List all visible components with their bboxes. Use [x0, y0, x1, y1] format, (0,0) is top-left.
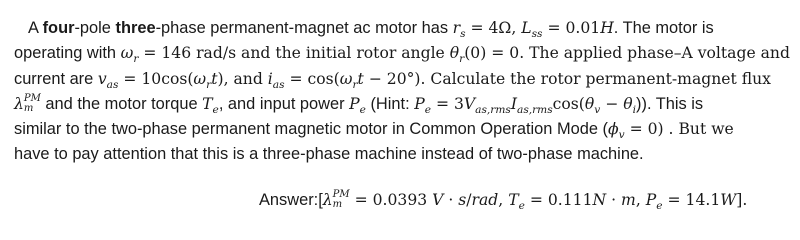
math-phi-v: $\phi_v$	[607, 120, 625, 142]
math: s	[458, 191, 467, 209]
math-omega-r: $\omega_rt$	[193, 69, 218, 91]
text: . The motor is	[613, 19, 714, 37]
math: = 0.0393	[349, 191, 433, 209]
text: = 0) . But we	[624, 120, 734, 139]
math: V	[432, 191, 444, 209]
answer-label: Answer:[	[259, 191, 323, 209]
text: )). This is	[636, 94, 704, 113]
math: cos(	[552, 94, 585, 113]
math: = 4Ω,	[465, 19, 522, 37]
answer-line	[259, 191, 747, 211]
text: and the motor torque	[40, 94, 203, 113]
math-te: $T_e$	[508, 191, 525, 213]
math: W	[720, 191, 737, 209]
math-lss: $L_{ss}$	[521, 19, 543, 41]
math-omega-r: $\omega_rt$	[339, 69, 364, 91]
math-vas-rms: $V_{as,rms}I_{as,rms}$	[463, 94, 553, 116]
problem-line-2	[14, 41, 794, 66]
text: operating with	[14, 44, 121, 63]
text: − 20°). Calculate the rotor permanent-magnet flux	[363, 69, 771, 88]
problem-line-1	[14, 16, 794, 41]
math: −	[600, 94, 624, 113]
math: ,	[498, 191, 509, 209]
math: = 10cos(	[118, 69, 194, 88]
math-te: $T_e$	[202, 94, 219, 116]
math: = 0.01	[542, 19, 601, 37]
text: , and input power	[218, 94, 350, 113]
math: = 146 rad/s and the initial rotor angle	[138, 44, 450, 63]
math-rs: $r_s$	[452, 19, 466, 41]
math-ias: $i_{as}$	[267, 69, 285, 91]
math-theta-i: $\theta_i$	[623, 94, 637, 116]
problem-line-3	[14, 67, 794, 92]
text: similar to the two-phase permanent magnetic motor in Common Operation Mode (	[14, 120, 608, 139]
text: current are	[14, 69, 98, 88]
math-lambda-pm: λ PM m	[322, 189, 350, 210]
math: m	[621, 191, 636, 209]
problem-statement	[14, 16, 794, 168]
text: -phase permanent-magnet ac motor has	[155, 19, 453, 37]
math: ].	[736, 191, 748, 209]
bold-text: three	[115, 19, 156, 37]
math: = 3	[430, 94, 464, 113]
problem-line-6: have to pay attention that this is a three-phase machine instead of two-phase machine.	[14, 145, 644, 164]
math: ·	[443, 191, 459, 209]
math-theta-r: $\theta_r$	[449, 44, 465, 66]
math: = cos(	[284, 69, 340, 88]
math: ·	[606, 191, 622, 209]
math-pe: $P_e$	[349, 94, 366, 116]
bold-text: four	[42, 19, 75, 37]
math-vas: $v_{as}$	[97, 69, 119, 91]
math: /	[466, 191, 472, 209]
problem-line-5	[14, 117, 794, 142]
math: rad	[471, 191, 499, 209]
math-omega-r: $\omega_r$	[120, 44, 139, 66]
text: ), and	[217, 69, 268, 88]
math-pe: $P_e$	[645, 191, 663, 213]
math: N	[592, 191, 607, 209]
text: -pole	[74, 19, 116, 37]
math-lambda-pm: λ PM m	[14, 92, 41, 114]
math: ,	[635, 191, 646, 209]
math: (0) = 0. The applied phase–A voltage and	[464, 44, 790, 63]
math: H	[600, 19, 614, 37]
math: = 14.1	[662, 191, 721, 209]
text: A	[28, 19, 43, 37]
math: = 0.111	[524, 191, 593, 209]
text: (Hint:	[365, 94, 415, 113]
math-theta-v: $\theta_v$	[584, 94, 601, 116]
math-pe: $P_e$	[414, 94, 431, 116]
problem-line-4	[14, 92, 794, 117]
